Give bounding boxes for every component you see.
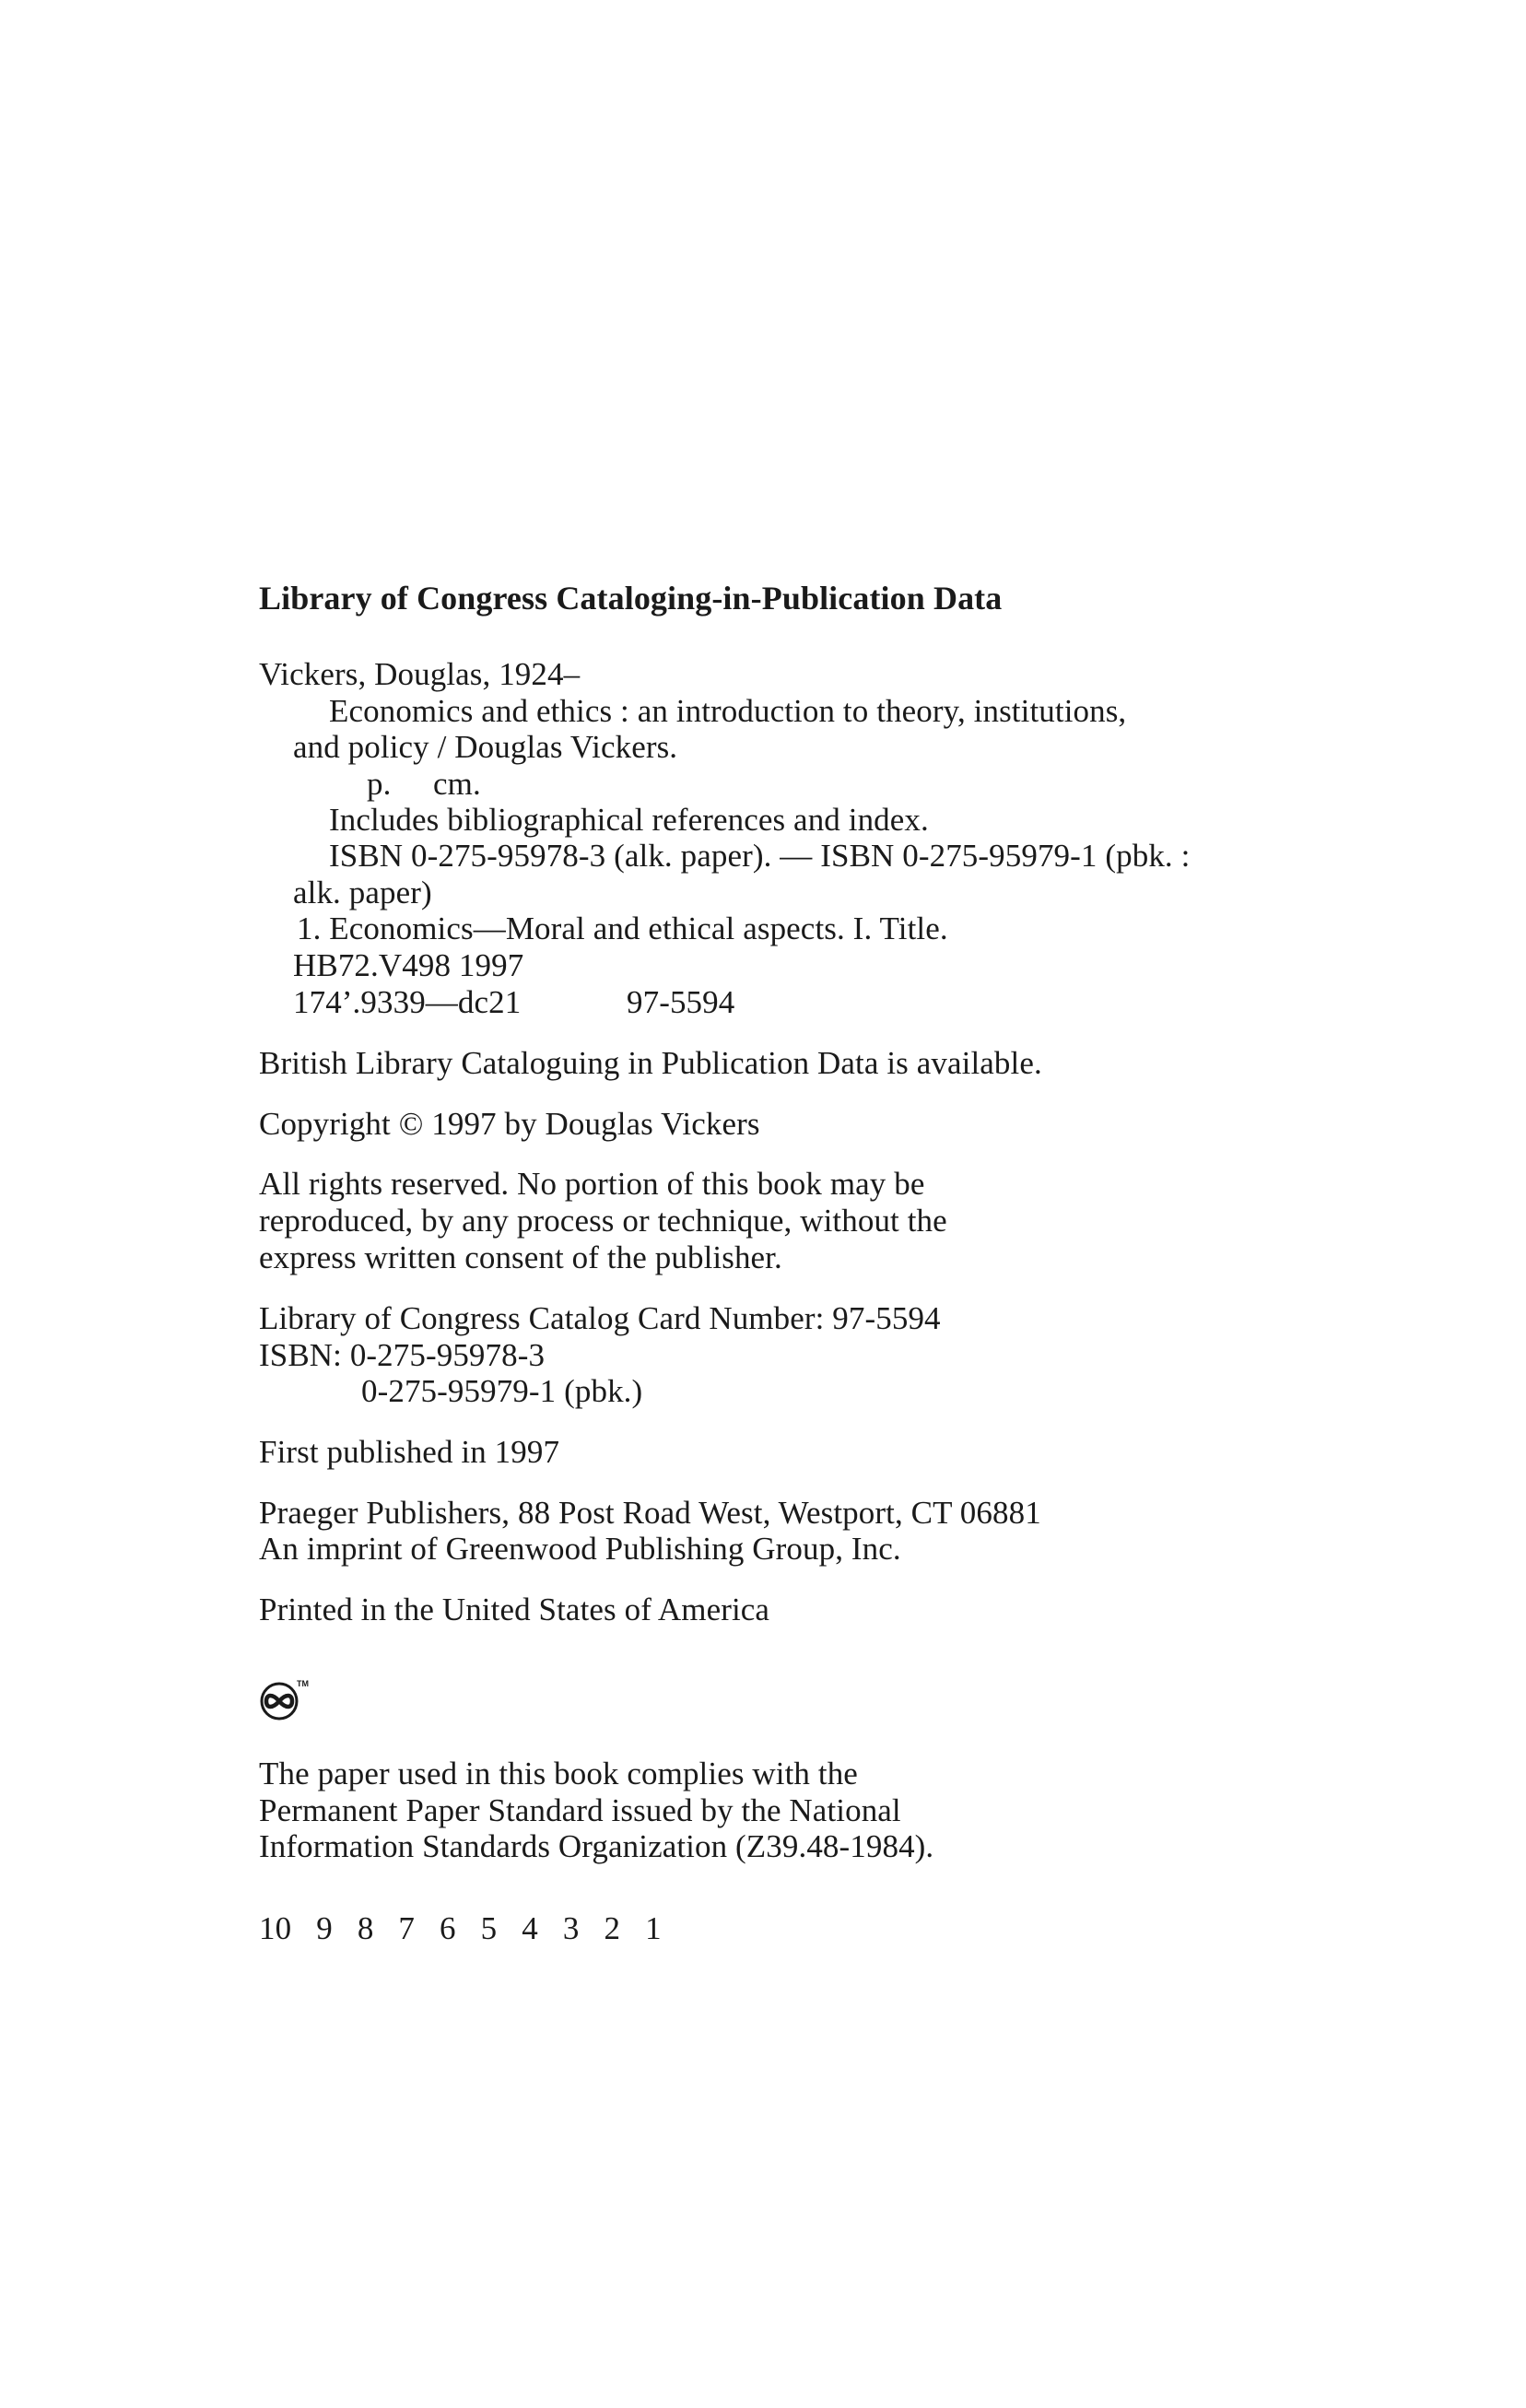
cip-dewey: 174’.9339—dc21 xyxy=(293,984,522,1020)
printing-number: 6 xyxy=(440,1910,456,1946)
british-library-note: British Library Cataloguing in Publication Data is available. xyxy=(259,1045,1042,1081)
printing-number: 10 xyxy=(259,1910,292,1946)
first-published: First published in 1997 xyxy=(259,1434,560,1470)
copyright-line: Copyright © 1997 by Douglas Vickers xyxy=(259,1106,760,1142)
printing-number: 8 xyxy=(357,1910,374,1946)
cip-dewey-row xyxy=(293,984,734,1021)
isbn-second: 0-275-95979-1 (pbk.) xyxy=(361,1373,643,1409)
rights-line-2: reproduced, by any process or technique, without the xyxy=(259,1203,947,1239)
rights-line-3: express written consent of the publisher. xyxy=(259,1239,782,1275)
cip-notes: Includes bibliographical references and index. xyxy=(329,802,929,838)
publisher-line-1: Praeger Publishers, 88 Post Road West, Westport, CT 06881 xyxy=(259,1495,1041,1531)
printing-number: 7 xyxy=(398,1910,416,1946)
cip-title-line-2: and policy / Douglas Vickers. xyxy=(293,729,678,765)
infinity-circle-icon xyxy=(259,1675,311,1723)
cip-pagination: p. xyxy=(367,766,392,802)
printing-line xyxy=(259,1910,687,1947)
paper-statement-line-1: The paper used in this book complies with the xyxy=(259,1756,858,1791)
cip-lc-class: HB72.V498 1997 xyxy=(293,947,524,983)
cip-isbn-line-1: ISBN 0-275-95978-3 (alk. paper). — ISBN 0-275-95979-1 (pbk. : xyxy=(329,838,1191,874)
cip-collation xyxy=(367,766,481,803)
printing-number: 1 xyxy=(645,1910,662,1946)
isbn-first: ISBN: 0-275-95978-3 xyxy=(259,1337,546,1373)
svg-text:TM: TM xyxy=(297,1679,309,1688)
cip-heading: Library of Congress Cataloging-in-Publication Data xyxy=(259,580,1003,617)
cip-lccn: 97-5594 xyxy=(627,984,735,1020)
paper-statement-line-2: Permanent Paper Standard issued by the National xyxy=(259,1792,901,1828)
rights-line-1: All rights reserved. No portion of this book may be xyxy=(259,1166,925,1202)
printing-number: 4 xyxy=(522,1910,538,1946)
catalog-card-number: Library of Congress Catalog Card Number: 97-5594 xyxy=(259,1300,941,1336)
printing-number: 2 xyxy=(604,1910,621,1946)
printed-in: Printed in the United States of America xyxy=(259,1592,770,1627)
printing-number: 9 xyxy=(316,1910,333,1946)
cip-title-line-1: Economics and ethics : an introduction to theory, institutions, xyxy=(329,693,1127,729)
cip-isbn-line-2: alk. paper) xyxy=(293,875,432,910)
publisher-line-2: An imprint of Greenwood Publishing Group, Inc. xyxy=(259,1531,901,1567)
printing-number: 5 xyxy=(480,1910,498,1946)
printing-number: 3 xyxy=(562,1910,580,1946)
cip-subjects: 1. Economics—Moral and ethical aspects. I. Title. xyxy=(297,910,948,946)
paper-statement-line-3: Information Standards Organization (Z39.48-1984). xyxy=(259,1828,934,1864)
cip-dimensions: cm. xyxy=(433,766,481,802)
cip-author: Vickers, Douglas, 1924– xyxy=(259,656,581,692)
